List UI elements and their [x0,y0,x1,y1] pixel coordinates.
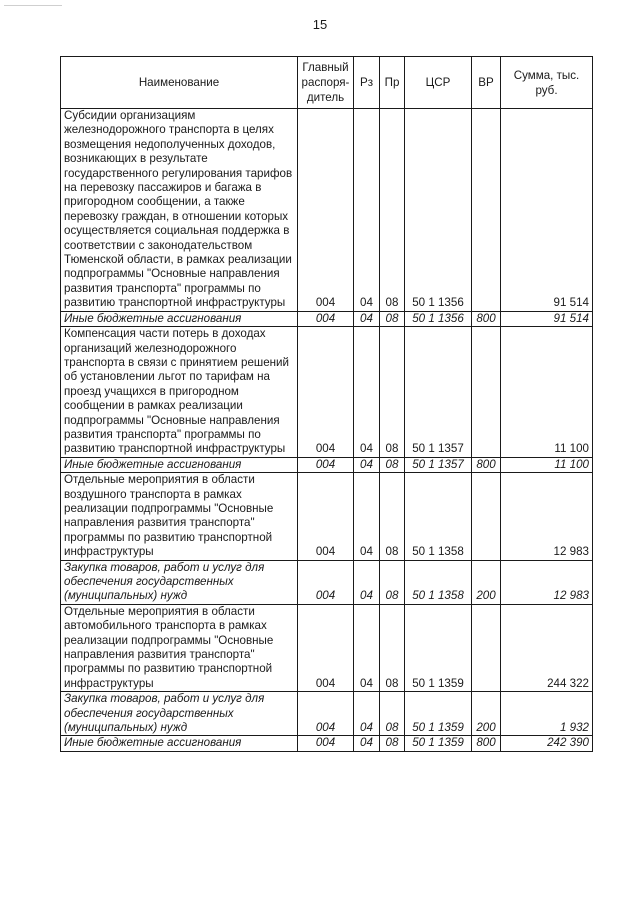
cell-vr: 200 [472,560,501,604]
table-row [61,109,593,312]
cell-pr: 08 [380,109,405,312]
cell-name: Иные бюджетные ассигнования [61,311,298,326]
cell-sum: 91 514 [501,109,593,312]
cell-ministry: 004 [298,109,354,312]
cell-sum: 91 514 [501,311,593,326]
cell-sum: 244 322 [501,604,593,691]
table-row [61,692,593,736]
cell-rz: 04 [354,560,380,604]
header-ministry: Главный распоря-дитель [298,57,354,109]
cell-vr: 800 [472,311,501,326]
cell-pr: 08 [380,311,405,326]
table-header-row [61,57,593,109]
cell-csr: 50 1 1359 [405,692,472,736]
top-rule [4,5,62,6]
cell-rz: 04 [354,457,380,472]
cell-sum: 1 932 [501,692,593,736]
cell-ministry: 004 [298,604,354,691]
cell-sum: 11 100 [501,457,593,472]
budget-table [60,56,593,752]
cell-ministry: 004 [298,457,354,472]
cell-name: Иные бюджетные ассигнования [61,457,298,472]
cell-pr: 08 [380,736,405,751]
table-row [61,473,593,560]
cell-csr: 50 1 1358 [405,560,472,604]
cell-vr: 200 [472,692,501,736]
header-sum: Сумма, тыс. руб. [501,57,593,109]
table-row [61,560,593,604]
cell-rz: 04 [354,473,380,560]
cell-pr: 08 [380,327,405,458]
cell-csr: 50 1 1356 [405,109,472,312]
cell-vr [472,109,501,312]
cell-csr: 50 1 1357 [405,457,472,472]
cell-name: Закупка товаров, работ и услуг для обеспечения государственных (муниципальных) нужд [61,692,298,736]
cell-rz: 04 [354,109,380,312]
cell-ministry: 004 [298,560,354,604]
cell-rz: 04 [354,604,380,691]
cell-rz: 04 [354,736,380,751]
page-number: 15 [312,17,328,32]
cell-csr: 50 1 1356 [405,311,472,326]
table-row [61,457,593,472]
cell-vr: 800 [472,736,501,751]
cell-pr: 08 [380,457,405,472]
table-row [61,311,593,326]
cell-rz: 04 [354,311,380,326]
cell-sum: 242 390 [501,736,593,751]
cell-sum: 12 983 [501,560,593,604]
cell-ministry: 004 [298,311,354,326]
cell-pr: 08 [380,473,405,560]
cell-vr [472,473,501,560]
cell-ministry: 004 [298,327,354,458]
cell-sum: 11 100 [501,327,593,458]
cell-rz: 04 [354,327,380,458]
cell-name: Отдельные мероприятия в области воздушного транспорта в рамках реализации подпрограммы "Основные направления развития транспорта" программы по развитию транспортной инфраструктуры [61,473,298,560]
header-vr: ВР [472,57,501,109]
header-rz: Рз [354,57,380,109]
cell-vr: 800 [472,457,501,472]
header-pr: Пр [380,57,405,109]
cell-csr: 50 1 1358 [405,473,472,560]
header-name: Наименование [61,57,298,109]
cell-pr: 08 [380,604,405,691]
cell-rz: 04 [354,692,380,736]
cell-name: Компенсация части потерь в доходах организаций железнодорожного транспорта в связи с принятием решений об установлении льгот по тарифам на проезд учащихся в пригородном сообщении в рамках реализации подпрограммы "Основные направления развития транспорта" программы по развитию транспортной инфраструктуры [61,327,298,458]
header-csr: ЦСР [405,57,472,109]
cell-vr [472,604,501,691]
table-row [61,604,593,691]
cell-vr [472,327,501,458]
cell-pr: 08 [380,692,405,736]
table-row [61,736,593,751]
cell-name: Отдельные мероприятия в области автомобильного транспорта в рамках реализации подпрограммы "Основные направления развития транспорта" программы по развитию транспортной инфраструктуры [61,604,298,691]
cell-name: Субсидии организациям железнодорожного транспорта в целях возмещения недополученных доходов, возникающих в результате государственного регулирования тарифов на перевозку пассажиров и багажа в пригородном сообщении, а также перевозку граждан, в отношении которых осуществляется социальная поддержка в соответствии с законодательством Тюменской области, в рамках реализации подпрограммы "Основные направления развития транспорта" программы по развитию транспортной инфраструктуры [61,109,298,312]
cell-sum: 12 983 [501,473,593,560]
cell-ministry: 004 [298,736,354,751]
table-row [61,327,593,458]
cell-csr: 50 1 1359 [405,604,472,691]
cell-csr: 50 1 1359 [405,736,472,751]
cell-ministry: 004 [298,473,354,560]
cell-pr: 08 [380,560,405,604]
cell-ministry: 004 [298,692,354,736]
cell-name: Иные бюджетные ассигнования [61,736,298,751]
cell-name: Закупка товаров, работ и услуг для обеспечения государственных (муниципальных) нужд [61,560,298,604]
cell-csr: 50 1 1357 [405,327,472,458]
